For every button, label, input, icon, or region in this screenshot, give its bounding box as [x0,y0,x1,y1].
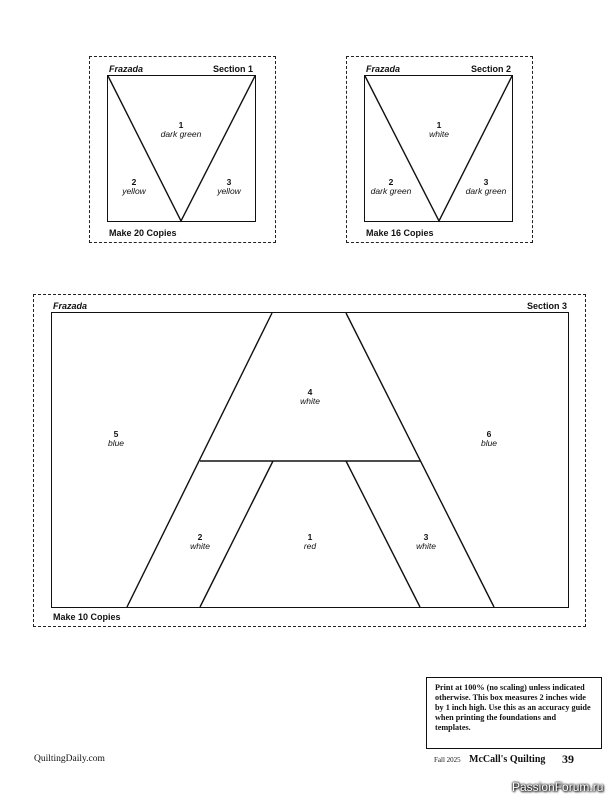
section3-seam-left-outer [127,313,272,607]
piece-color: blue [480,438,498,448]
piece-color: yellow [122,186,146,196]
piece-number: 1 [307,532,313,542]
section1-title-right: Section 1 [213,64,254,74]
section2-title-right: Section 2 [471,64,512,74]
section3-title-right: Section 3 [527,301,568,311]
section1-copies: Make 20 Copies [109,228,177,238]
section3-seam-left-inner [200,461,273,607]
piece-number: 3 [423,532,429,542]
piece-color: red [303,541,317,551]
piece-number: 5 [113,429,119,439]
section3-piece-6 [481,430,497,448]
section3-seam-right-inner [346,461,420,607]
footer-magazine: McCall's Quilting [469,754,546,765]
piece-color: white [190,541,210,551]
piece-number: 3 [226,177,232,187]
piece-color: white [416,541,436,551]
section3-piece-5 [108,430,124,448]
section3-piece-2 [190,533,210,551]
piece-color: dark green [370,186,412,196]
section3-piece-4 [300,388,320,406]
piece-number: 4 [307,387,313,397]
piece-color: white [429,129,449,139]
piece-number: 6 [486,429,492,439]
piece-number: 1 [178,120,184,130]
piece-color: white [300,396,320,406]
piece-number: 2 [197,532,203,542]
section3-title-left: Frazada [53,301,88,311]
piece-color: dark green [465,186,507,196]
section3-piece-1 [304,533,316,551]
piece-color: blue [107,438,125,448]
piece-number: 2 [388,177,394,187]
footer-page-number: 39 [562,752,574,766]
piece-number: 2 [131,177,137,187]
piece-color: dark green [160,129,202,139]
section3-seam-right-outer [346,313,494,607]
section3-copies: Make 10 Copies [53,612,121,622]
section1-title-left: Frazada [109,64,144,74]
piece-number: 3 [483,177,489,187]
piece-number: 1 [436,120,442,130]
section2-copies: Make 16 Copies [366,228,434,238]
section2-title-left: Frazada [366,64,401,74]
print-accuracy-note: Print at 100% (no scaling) unless indicated otherwise. This box measures 2 inches wide by 1 inch high. Use this as an accuracy guide when printing the foundations and templates. [426,677,602,749]
watermark: PassionForum.ru [512,780,604,794]
section3-piece-3 [416,533,436,551]
footer-issue: Fall 2025 [434,756,461,764]
footer-site: QuiltingDaily.com [34,754,105,764]
piece-color: yellow [217,186,241,196]
